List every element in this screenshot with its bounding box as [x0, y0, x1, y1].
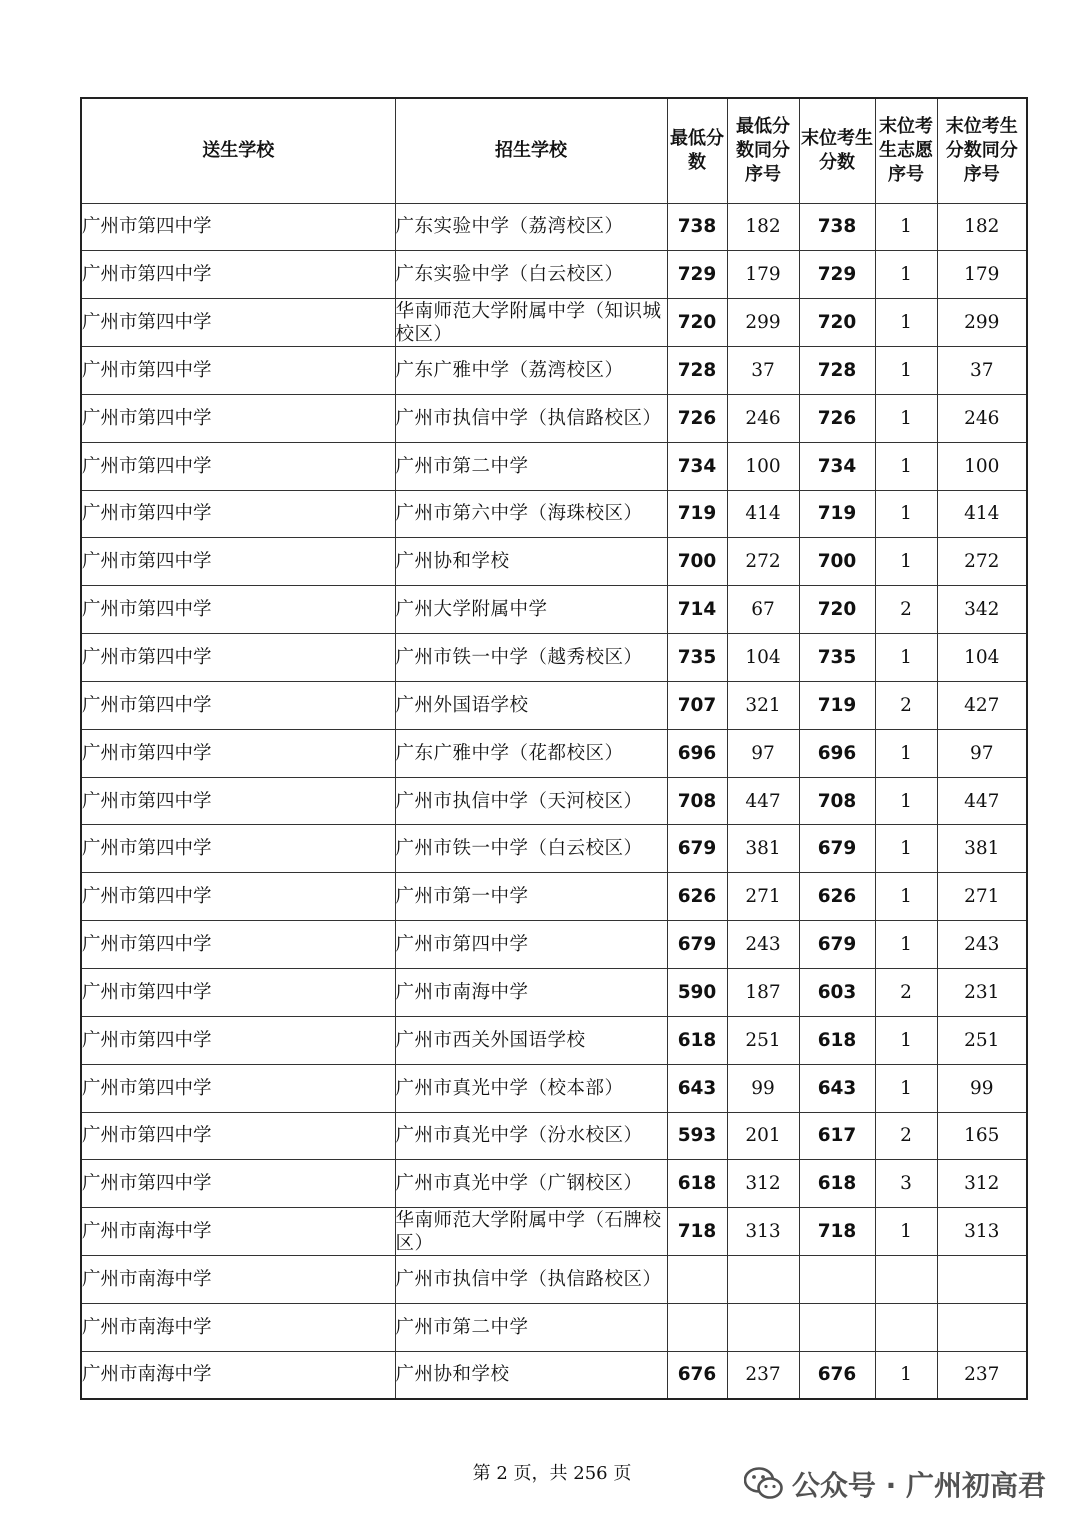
- last-choice-cell: 1: [875, 490, 937, 538]
- min-score-cell: 676: [667, 1351, 727, 1399]
- last-choice-cell: 2: [875, 586, 937, 634]
- min-rank-cell: 201: [727, 1112, 799, 1160]
- col-header-min-rank: 最低分数同分序号: [727, 98, 799, 203]
- min-score-cell: 719: [667, 490, 727, 538]
- table-body: [81, 203, 1027, 1399]
- last-score-cell: 708: [799, 777, 875, 825]
- recv-school-cell: 广州市第六中学（海珠校区）: [395, 490, 667, 538]
- recv-school-cell: 广东广雅中学（花都校区）: [395, 729, 667, 777]
- table-row: [81, 634, 1027, 682]
- last-score-cell: 735: [799, 634, 875, 682]
- table-row: [81, 681, 1027, 729]
- min-score-cell: 593: [667, 1112, 727, 1160]
- send-school-cell: 广州市第四中学: [81, 299, 395, 347]
- table-row: [81, 586, 1027, 634]
- send-school-cell: 广州市第四中学: [81, 969, 395, 1017]
- last-score-cell: 617: [799, 1112, 875, 1160]
- watermark-text: 公众号 · 广州初高君: [791, 1469, 1046, 1502]
- last-score-cell: 626: [799, 873, 875, 921]
- last-choice-cell: 1: [875, 203, 937, 251]
- table-row: [81, 538, 1027, 586]
- min-score-cell: 720: [667, 299, 727, 347]
- table-row: [81, 203, 1027, 251]
- last-choice-cell: 1: [875, 1351, 937, 1399]
- recv-school-cell: 广州市铁一中学（白云校区）: [395, 825, 667, 873]
- min-score-cell: 735: [667, 634, 727, 682]
- send-school-cell: 广州市第四中学: [81, 921, 395, 969]
- table-row: [81, 825, 1027, 873]
- last-rank-cell: 165: [937, 1112, 1027, 1160]
- last-choice-cell: 1: [875, 394, 937, 442]
- last-rank-cell: 414: [937, 490, 1027, 538]
- header-row: [81, 98, 1027, 203]
- send-school-cell: 广州市第四中学: [81, 873, 395, 921]
- last-score-cell: 726: [799, 394, 875, 442]
- last-rank-cell: 182: [937, 203, 1027, 251]
- table-row: [81, 394, 1027, 442]
- recv-school-cell: 广州市南海中学: [395, 969, 667, 1017]
- last-score-cell: 734: [799, 442, 875, 490]
- last-score-cell: 679: [799, 825, 875, 873]
- last-rank-cell: 381: [937, 825, 1027, 873]
- send-school-cell: 广州市第四中学: [81, 634, 395, 682]
- last-rank-cell: 100: [937, 442, 1027, 490]
- last-choice-cell: [875, 1303, 937, 1351]
- last-score-cell: [799, 1303, 875, 1351]
- recv-school-cell: 广州市真光中学（校本部）: [395, 1064, 667, 1112]
- min-score-cell: 728: [667, 347, 727, 395]
- last-rank-cell: 312: [937, 1160, 1027, 1208]
- send-school-cell: 广州市第四中学: [81, 681, 395, 729]
- table-row: [81, 873, 1027, 921]
- min-score-cell: 643: [667, 1064, 727, 1112]
- min-rank-cell: 313: [727, 1208, 799, 1256]
- last-choice-cell: 1: [875, 1016, 937, 1064]
- recv-school-cell: 广州外国语学校: [395, 681, 667, 729]
- send-school-cell: 广州市南海中学: [81, 1208, 395, 1256]
- last-choice-cell: 1: [875, 299, 937, 347]
- last-rank-cell: 447: [937, 777, 1027, 825]
- table-row: [81, 299, 1027, 347]
- last-score-cell: 700: [799, 538, 875, 586]
- last-score-cell: 720: [799, 586, 875, 634]
- send-school-cell: 广州市第四中学: [81, 777, 395, 825]
- table-row: [81, 1208, 1027, 1256]
- recv-school-cell: 广州协和学校: [395, 1351, 667, 1399]
- send-school-cell: 广州市第四中学: [81, 538, 395, 586]
- min-rank-cell: 321: [727, 681, 799, 729]
- last-choice-cell: 2: [875, 969, 937, 1017]
- send-school-cell: 广州市第四中学: [81, 729, 395, 777]
- min-rank-cell: [727, 1256, 799, 1304]
- last-rank-cell: 313: [937, 1208, 1027, 1256]
- min-score-cell: 696: [667, 729, 727, 777]
- min-rank-cell: 99: [727, 1064, 799, 1112]
- last-rank-cell: 342: [937, 586, 1027, 634]
- min-rank-cell: 100: [727, 442, 799, 490]
- table-row: [81, 1256, 1027, 1304]
- send-school-cell: 广州市第四中学: [81, 586, 395, 634]
- min-score-cell: 734: [667, 442, 727, 490]
- watermark: [744, 1464, 1046, 1504]
- last-choice-cell: 3: [875, 1160, 937, 1208]
- wechat-icon: [744, 1467, 784, 1501]
- min-rank-cell: 381: [727, 825, 799, 873]
- min-score-cell: 590: [667, 969, 727, 1017]
- last-score-cell: 720: [799, 299, 875, 347]
- table-row: [81, 729, 1027, 777]
- last-score-cell: 719: [799, 681, 875, 729]
- send-school-cell: 广州市第四中学: [81, 394, 395, 442]
- last-score-cell: 679: [799, 921, 875, 969]
- last-choice-cell: 1: [875, 777, 937, 825]
- last-rank-cell: 97: [937, 729, 1027, 777]
- send-school-cell: 广州市第四中学: [81, 251, 395, 299]
- last-choice-cell: 1: [875, 251, 937, 299]
- recv-school-cell: 广州市真光中学（广钢校区）: [395, 1160, 667, 1208]
- recv-school-cell: 广州市第二中学: [395, 1303, 667, 1351]
- last-rank-cell: 299: [937, 299, 1027, 347]
- table-row: [81, 1112, 1027, 1160]
- min-score-cell: [667, 1303, 727, 1351]
- last-rank-cell: 231: [937, 969, 1027, 1017]
- recv-school-cell: 广州市执信中学（执信路校区）: [395, 394, 667, 442]
- send-school-cell: 广州市第四中学: [81, 1064, 395, 1112]
- table-row: [81, 490, 1027, 538]
- min-rank-cell: 179: [727, 251, 799, 299]
- min-score-cell: 679: [667, 825, 727, 873]
- min-score-cell: 726: [667, 394, 727, 442]
- min-score-cell: 626: [667, 873, 727, 921]
- min-rank-cell: 271: [727, 873, 799, 921]
- last-choice-cell: 2: [875, 681, 937, 729]
- last-rank-cell: 251: [937, 1016, 1027, 1064]
- min-score-cell: 679: [667, 921, 727, 969]
- recv-school-cell: 广州市铁一中学（越秀校区）: [395, 634, 667, 682]
- recv-school-cell: 广东实验中学（荔湾校区）: [395, 203, 667, 251]
- last-score-cell: 728: [799, 347, 875, 395]
- col-header-last-choice: 末位考生志愿序号: [875, 98, 937, 203]
- last-score-cell: 603: [799, 969, 875, 1017]
- col-header-last-score: 末位考生分数: [799, 98, 875, 203]
- last-score-cell: 643: [799, 1064, 875, 1112]
- col-header-send-school: 送生学校: [81, 98, 395, 203]
- col-header-recv-school: 招生学校: [395, 98, 667, 203]
- table-row: [81, 1303, 1027, 1351]
- min-score-cell: 707: [667, 681, 727, 729]
- last-choice-cell: 1: [875, 1064, 937, 1112]
- send-school-cell: 广州市第四中学: [81, 1160, 395, 1208]
- admission-score-table: [80, 97, 1028, 1400]
- send-school-cell: 广州市南海中学: [81, 1256, 395, 1304]
- min-rank-cell: 187: [727, 969, 799, 1017]
- last-score-cell: [799, 1256, 875, 1304]
- send-school-cell: 广州市第四中学: [81, 490, 395, 538]
- last-rank-cell: 243: [937, 921, 1027, 969]
- table-row: [81, 921, 1027, 969]
- recv-school-cell: 华南师范大学附属中学（石牌校区）: [395, 1208, 667, 1256]
- min-rank-cell: 312: [727, 1160, 799, 1208]
- recv-school-cell: 广州市西关外国语学校: [395, 1016, 667, 1064]
- last-rank-cell: 246: [937, 394, 1027, 442]
- min-rank-cell: 237: [727, 1351, 799, 1399]
- recv-school-cell: 广州市第四中学: [395, 921, 667, 969]
- table-row: [81, 777, 1027, 825]
- last-score-cell: 719: [799, 490, 875, 538]
- last-score-cell: 676: [799, 1351, 875, 1399]
- last-rank-cell: [937, 1256, 1027, 1304]
- min-rank-cell: 104: [727, 634, 799, 682]
- min-score-cell: 729: [667, 251, 727, 299]
- recv-school-cell: 广州市第一中学: [395, 873, 667, 921]
- min-rank-cell: 246: [727, 394, 799, 442]
- min-rank-cell: 299: [727, 299, 799, 347]
- last-rank-cell: 37: [937, 347, 1027, 395]
- last-rank-cell: 427: [937, 681, 1027, 729]
- min-score-cell: 700: [667, 538, 727, 586]
- recv-school-cell: 广州市第二中学: [395, 442, 667, 490]
- last-choice-cell: 1: [875, 921, 937, 969]
- min-rank-cell: 414: [727, 490, 799, 538]
- send-school-cell: 广州市第四中学: [81, 347, 395, 395]
- last-rank-cell: 104: [937, 634, 1027, 682]
- last-choice-cell: 1: [875, 1208, 937, 1256]
- last-rank-cell: 179: [937, 251, 1027, 299]
- last-score-cell: 696: [799, 729, 875, 777]
- last-choice-cell: 1: [875, 825, 937, 873]
- min-score-cell: 718: [667, 1208, 727, 1256]
- table-row: [81, 1160, 1027, 1208]
- page-number: 第 2 页，共 256 页: [472, 1463, 632, 1484]
- table-row: [81, 251, 1027, 299]
- send-school-cell: 广州市第四中学: [81, 1016, 395, 1064]
- last-choice-cell: 1: [875, 729, 937, 777]
- min-rank-cell: 272: [727, 538, 799, 586]
- min-score-cell: 738: [667, 203, 727, 251]
- send-school-cell: 广州市南海中学: [81, 1303, 395, 1351]
- recv-school-cell: 广东实验中学（白云校区）: [395, 251, 667, 299]
- last-score-cell: 729: [799, 251, 875, 299]
- send-school-cell: 广州市第四中学: [81, 442, 395, 490]
- last-choice-cell: 1: [875, 347, 937, 395]
- last-score-cell: 738: [799, 203, 875, 251]
- send-school-cell: 广州市第四中学: [81, 825, 395, 873]
- min-score-cell: 618: [667, 1160, 727, 1208]
- min-score-cell: 714: [667, 586, 727, 634]
- last-score-cell: 718: [799, 1208, 875, 1256]
- last-choice-cell: 1: [875, 634, 937, 682]
- last-choice-cell: [875, 1256, 937, 1304]
- min-rank-cell: 97: [727, 729, 799, 777]
- send-school-cell: 广州市第四中学: [81, 203, 395, 251]
- col-header-last-rank: 末位考生分数同分序号: [937, 98, 1027, 203]
- last-choice-cell: 2: [875, 1112, 937, 1160]
- last-choice-cell: 1: [875, 873, 937, 921]
- min-score-cell: 618: [667, 1016, 727, 1064]
- last-choice-cell: 1: [875, 442, 937, 490]
- recv-school-cell: 广州市执信中学（执信路校区）: [395, 1256, 667, 1304]
- table-row: [81, 969, 1027, 1017]
- recv-school-cell: 华南师范大学附属中学（知识城校区）: [395, 299, 667, 347]
- table-row: [81, 442, 1027, 490]
- min-score-cell: 708: [667, 777, 727, 825]
- last-rank-cell: [937, 1303, 1027, 1351]
- last-score-cell: 618: [799, 1016, 875, 1064]
- min-rank-cell: [727, 1303, 799, 1351]
- recv-school-cell: 广州市真光中学（汾水校区）: [395, 1112, 667, 1160]
- table-row: [81, 347, 1027, 395]
- recv-school-cell: 广州市执信中学（天河校区）: [395, 777, 667, 825]
- last-rank-cell: 237: [937, 1351, 1027, 1399]
- recv-school-cell: 广州大学附属中学: [395, 586, 667, 634]
- table-row: [81, 1064, 1027, 1112]
- last-rank-cell: 99: [937, 1064, 1027, 1112]
- min-rank-cell: 447: [727, 777, 799, 825]
- col-header-min-score: 最低分数: [667, 98, 727, 203]
- send-school-cell: 广州市第四中学: [81, 1112, 395, 1160]
- min-rank-cell: 243: [727, 921, 799, 969]
- min-score-cell: [667, 1256, 727, 1304]
- last-rank-cell: 272: [937, 538, 1027, 586]
- table-row: [81, 1351, 1027, 1399]
- recv-school-cell: 广州协和学校: [395, 538, 667, 586]
- last-rank-cell: 271: [937, 873, 1027, 921]
- last-choice-cell: 1: [875, 538, 937, 586]
- min-rank-cell: 37: [727, 347, 799, 395]
- table-row: [81, 1016, 1027, 1064]
- min-rank-cell: 251: [727, 1016, 799, 1064]
- min-rank-cell: 182: [727, 203, 799, 251]
- send-school-cell: 广州市南海中学: [81, 1351, 395, 1399]
- recv-school-cell: 广东广雅中学（荔湾校区）: [395, 347, 667, 395]
- last-score-cell: 618: [799, 1160, 875, 1208]
- min-rank-cell: 67: [727, 586, 799, 634]
